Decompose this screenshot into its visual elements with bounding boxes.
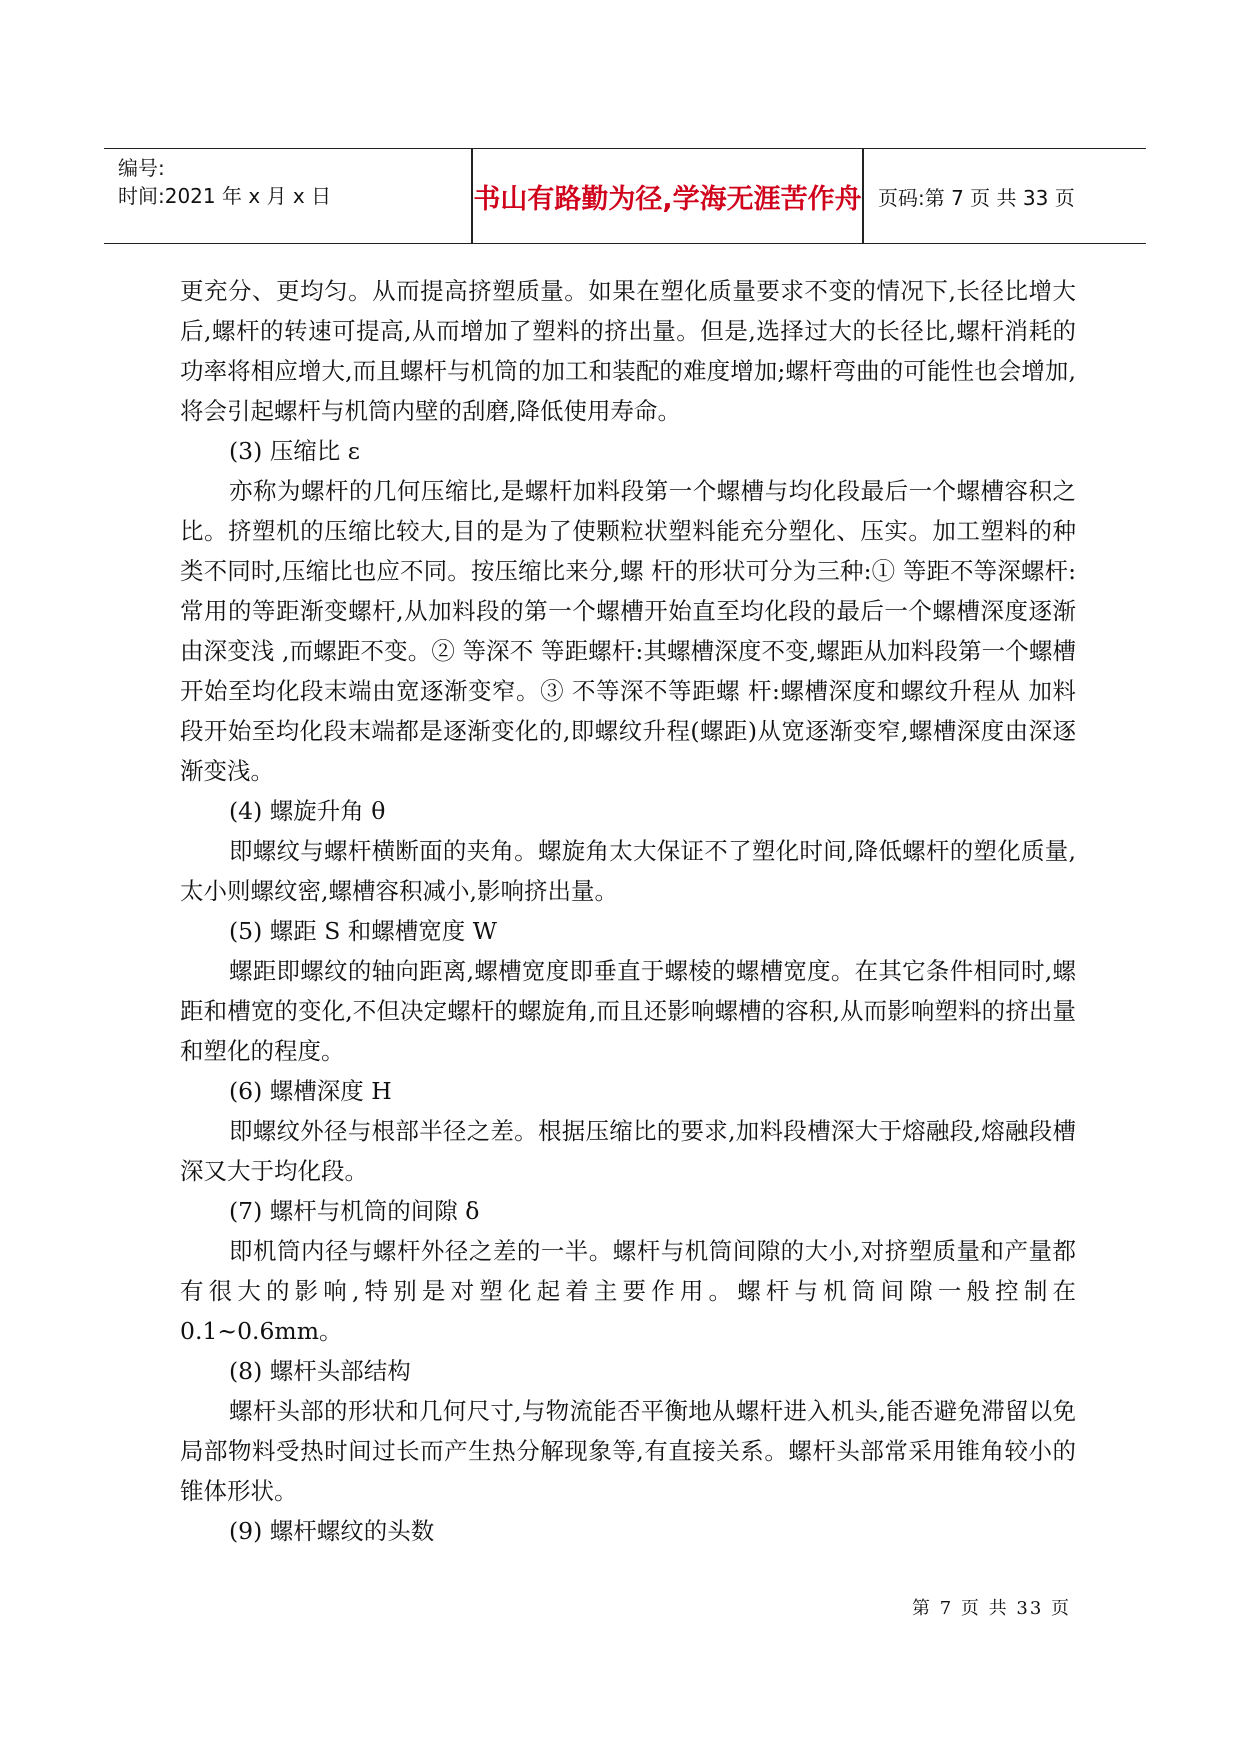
body-paragraph: 即机筒内径与螺杆外径之差的一半。螺杆与机筒间隙的大小,对挤塑质量和产量都有很大的影响,特别是对塑化起着主要作用。螺杆与机筒间隙一般控制在 0.1~0.6mm。 (180, 1237, 1076, 1345)
section-heading: (6) 螺槽深度 H (229, 1077, 392, 1105)
page-footer: 第 7 页 共 33 页 (912, 1598, 1071, 1619)
body-paragraph: 更充分、更均匀。从而提高挤塑质量。如果在塑化质量要求不变的情况下,长径比增大后,螺杆的转速可提高,从而增加了塑料的挤出量。但是,选择过大的长径比,螺杆消耗的功率将相应增大,而且螺杆与机筒的加工和装配的难度增加;螺杆弯曲的可能性也会增加,将会引起螺杆与机筒内壁的刮磨,降低使用寿命。 (180, 277, 1076, 425)
body-paragraph: 螺距即螺纹的轴向距离,螺槽宽度即垂直于螺棱的螺槽宽度。在其它条件相同时,螺距和槽宽的变化,不但决定螺杆的螺旋角,而且还影响螺槽的容积,从而影响塑料的挤出量和塑化的程度。 (180, 957, 1076, 1065)
header-meta (118, 149, 472, 243)
body-paragraph: 螺杆头部的形状和几何尺寸,与物流能否平衡地从螺杆进入机头,能否避免滞留以免局部物料受热时间过长而产生热分解现象等,有直接关系。螺杆头部常采用锥角较小的锥体形状。 (180, 1397, 1076, 1505)
section-heading: (5) 螺距 S 和螺槽宽度 W (229, 917, 497, 945)
section-heading: (3) 压缩比 ε (229, 437, 360, 465)
body-paragraph: 亦称为螺杆的几何压缩比,是螺杆加料段第一个螺槽与均化段最后一个螺槽容积之比。挤塑机的压缩比较大,目的是为了使颗粒状塑料能充分塑化、压实。加工塑料的种类不同时,压缩比也应不同。按压缩比来分,螺 杆的形状可分为三种:① 等距不等深螺杆:常用的等距渐变螺杆,从加料段的第一个螺槽开始直至均化段的最后一个螺槽深度逐渐由深变浅 ,而螺距不变。② 等深不 等距螺杆:其螺槽深度不变,螺距从加料段第一个螺槽开始至均化段末端由宽逐渐变窄。③ 不等深不等距螺 杆:螺槽深度和螺纹升程从 加料段开始至均化段末端都是逐渐变化的,即螺纹升程(螺距)从宽逐渐变窄,螺槽深度由深逐渐变浅。 (180, 477, 1076, 785)
document-time-label: 时间:2021 年 x 月 x 日 (118, 184, 332, 208)
header-page-number: 页码:第 7 页 共 33 页 (878, 185, 1075, 210)
header-divider (862, 149, 864, 243)
page-header (104, 148, 1146, 244)
document-number-label: 编号: (118, 156, 165, 180)
section-heading: (9) 螺杆螺纹的头数 (229, 1517, 435, 1545)
header-motto: 书山有路勤为径,学海无涯苦作舟 (473, 183, 862, 215)
body-paragraph: 即螺纹外径与根部半径之差。根据压缩比的要求,加料段槽深大于熔融段,熔融段槽深又大于均化段。 (180, 1117, 1076, 1185)
body-paragraph: 即螺纹与螺杆横断面的夹角。螺旋角太大保证不了塑化时间,降低螺杆的塑化质量,太小则螺纹密,螺槽容积减小,影响挤出量。 (180, 837, 1076, 905)
section-heading: (7) 螺杆与机筒的间隙 δ (229, 1197, 480, 1225)
section-heading: (8) 螺杆头部结构 (229, 1357, 411, 1385)
section-heading: (4) 螺旋升角 θ (229, 797, 386, 825)
document-body (180, 271, 1076, 1551)
